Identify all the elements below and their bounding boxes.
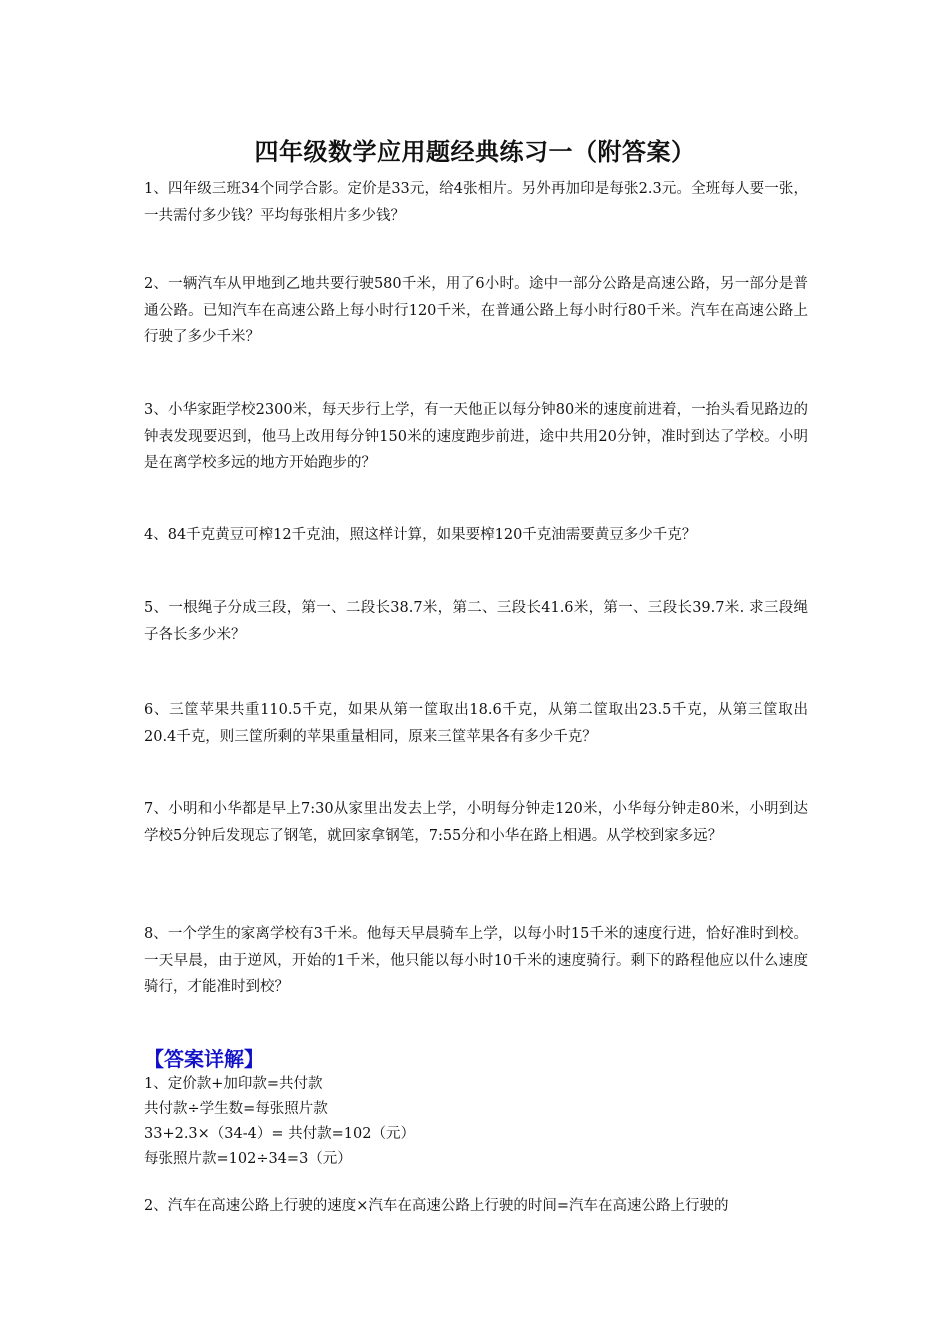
answer-2-line-1: 2、汽车在高速公路上行驶的速度×汽车在高速公路上行驶的时间=汽车在高速公路上行驶的	[144, 1198, 729, 1214]
question-6: 6、三筐苹果共重110.5千克，如果从第一筐取出18.6千克，从第二筐取出23.5千克，从第三筐取出20.4千克，则三筐所剩的苹果重量相同，原来三筐苹果各有多少千克？	[144, 702, 808, 745]
question-1: 1、四年级三班34个同学合影。定价是33元，给4张相片。另外再加印是每张2.3元。全班每人要一张，一共需付多少钱？平均每张相片多少钱？	[144, 181, 808, 224]
question-4: 4、84千克黄豆可榨12千克油，照这样计算，如果要榨120千克油需要黄豆多少千克？	[144, 527, 697, 543]
question-7: 7、小明和小华都是早上7:30从家里出发去上学，小明每分钟走120米，小华每分钟走80米，小明到达学校5分钟后发现忘了钢笔，就回家拿钢笔，7:55分和小华在路上相遇。从学校到家多远？	[144, 801, 808, 844]
question-8: 8、一个学生的家离学校有3千米。他每天早晨骑车上学，以每小时15千米的速度行进，恰好准时到校。一天早晨，由于逆风，开始的1千米，他只能以每小时10千米的速度骑行。剩下的路程他应以什么速度骑行，才能准时到校？	[144, 926, 808, 995]
page-title: 四年级数学应用题经典练习一（附答案）	[254, 137, 696, 166]
answer-1-line-2: 共付款÷学生数=每张照片款	[144, 1101, 328, 1117]
question-5: 5、一根绳子分成三段，第一、二段长38.7米，第二、三段长41.6米，第一、三段长39.7米. 求三段绳子各长多少米？	[144, 600, 808, 643]
answer-1-line-4: 每张照片款=102÷34=3（元）	[144, 1151, 352, 1167]
answer-heading: 【答案详解】	[144, 1047, 264, 1071]
answer-1-line-3: 33+2.3×（34-4）= 共付款=102（元）	[144, 1126, 415, 1142]
answer-spacer	[144, 1172, 808, 1194]
answer-1-line-1: 1、定价款+加印款=共付款	[144, 1076, 323, 1092]
question-2: 2、一辆汽车从甲地到乙地共要行驶580千米，用了6小时。途中一部分公路是高速公路，另一部分是普通公路。已知汽车在高速公路上每小时行120千米，在普通公路上每小时行80千米。汽车在高速公路上行驶了多少千米？	[144, 276, 808, 345]
question-3: 3、小华家距学校2300米，每天步行上学，有一天他正以每分钟80米的速度前进着，一抬头看见路边的钟表发现要迟到，他马上改用每分钟150米的速度跑步前进，途中共用20分钟，准时到达了学校。小明是在离学校多远的地方开始跑步的？	[144, 402, 808, 471]
answer-section	[144, 1072, 808, 1219]
